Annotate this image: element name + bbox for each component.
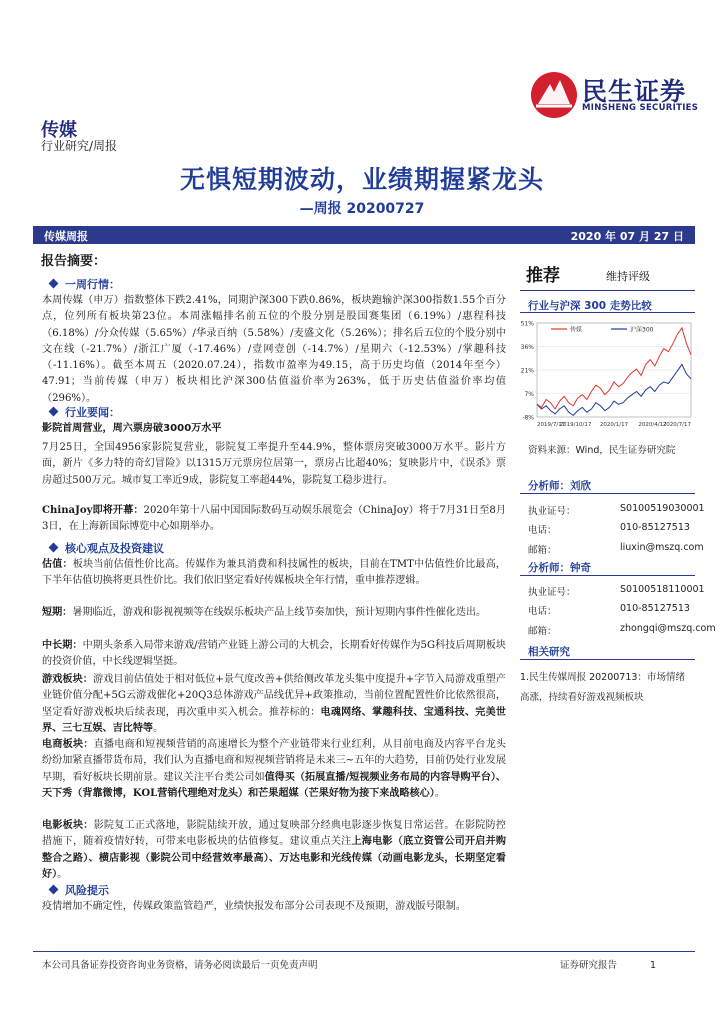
y-tick-label: 51%: [520, 320, 534, 328]
footer-disclaimer: 本公司具备证券投资咨询业务资格，请务必阅读最后一页免责声明: [42, 960, 318, 971]
analyst2-cert-label: 执业证号：: [528, 587, 576, 598]
analyst1-cert-label: 执业证号：: [528, 506, 576, 517]
x-tick-label: 2020/1/17: [599, 422, 629, 428]
analyst2-heading: 分析师：钟奇: [528, 562, 591, 574]
analyst1-cert: S0100519030001: [620, 503, 705, 514]
news-sub1-text: 7月25日，全国4956家影院复营业，影院复工率提升至44.9%，整体票房突破3000万水平。影片方面，新片《多力特的奇幻冒险》以1315万元票房位居第一，票房占比超40%；复映影片中，《误杀》票房超过500万元。城市复工率近9成，影院复工率超44%，影院复工稳步进行。: [42, 442, 506, 486]
risk-heading: 风险提示: [50, 882, 109, 898]
footer-report-label: 证券研究报告: [560, 960, 618, 971]
views-ecommerce: 电商板块：直播电商和短视频营销的高速增长为整个产业链带来行业红利，从目前电商及内容平台龙头纷纷加紧直播带货布局，我们认为直播电商和短视频营销将是未来三~五年的大趋势，目前仍处行业发展早期，看好板块长期前景。建议关注平台类公司如值得买（拓展直播/短视频业务布局的内容导购平台）、天下秀（背靠微博，KOL营销代理绝对龙头）和芒果超媒（芒果好物为接下来战略核心）。: [42, 739, 507, 799]
chart-source: 资料来源：Wind，民生证券研究院: [528, 445, 676, 456]
news-sub2: [42, 503, 506, 536]
y-tick-label: 7%: [524, 391, 534, 398]
footer-label: [560, 957, 656, 971]
related-report-link[interactable]: 1.民生传媒周报 20200713：市场情绪高涨，持续看好游戏视频板块: [520, 672, 685, 703]
x-tick-label: 2019/7/17: [537, 422, 566, 428]
analyst1-phone: 010-85127513: [620, 522, 690, 533]
report-date: 2020 年 07 月 27 日: [570, 230, 684, 243]
views-valuation: 估值：板块当前估值性价比高。传媒作为兼具消费和科技属性的板块，目前在TMT中估值性价比最高，下半年估值切换将更具性价比。我们依旧坚定看好传媒板块全年行情，重申推荐逻辑。: [42, 559, 506, 587]
weekly-heading: 一周行情：: [50, 276, 120, 292]
x-tick-label: 2019/10/17: [559, 422, 592, 428]
news-heading: 行业要闻：: [50, 404, 120, 420]
analyst1-email[interactable]: liuxin@mszq.com: [620, 542, 704, 553]
abstract-label: 报告摘要：: [41, 254, 107, 269]
legend-label: 传媒: [570, 326, 583, 334]
analyst1-heading: 分析师：刘欣: [528, 480, 591, 492]
divider: [520, 493, 695, 494]
series-line-0: [537, 328, 691, 409]
analyst2-phone: 010-85127513: [620, 603, 690, 614]
weekly-text: 本周传媒（申万）指数整体下跌2.41%，同期沪深300下跌0.86%，板块跑输沪深300指数1.55个百分点，位列所有板块第23位。本周涨幅排名前五位的个股分别是股国赛集团（6.19%）/惠程科技（6.18%）/分众传媒（5.65%）/华录百纳（5.58%）/麦盛文化（5.26%）；排名后五位的个股分别中文在线（-21.7%）/浙江广厦（-17.46%）/壹网壹创（-14.7%）/星期六（-12.53%）/掌趣科技（-11.16%）。截至本周五（2020.07.24），指数市盈率为49.15，高于历史均值（2014年至今）47.91；当前传媒（申万）板块相比沪深300估值溢价率为263%，低于历史估值溢价率均值（296%）。: [42, 295, 506, 404]
y-tick-label: 21%: [520, 367, 534, 375]
sector-label: 传媒: [41, 120, 77, 141]
diamond-bullet-icon: [49, 885, 59, 895]
views-heading: 核心观点及投资建议: [50, 540, 164, 556]
analyst1-phone-label: 电话：: [528, 525, 557, 536]
page-number: 1: [650, 960, 657, 971]
brand-name-cn: 民生证券: [582, 77, 687, 106]
news-sub2-text: 2020年第十八届中国国际数码互动娱乐展览会（ChinaJoy）将于7月31日至8月3日，在上海新国际博览中心如期举办。: [42, 505, 507, 533]
report-subtitle: —周报 20200727: [299, 201, 425, 217]
analyst2-phone-label: 电话：: [528, 606, 557, 617]
views-short-term: 短期：暑期临近，游戏和影视视频等在线娱乐板块产品上线节奏加快，预计短期内事件性催化迭出。: [42, 607, 487, 618]
divider: [520, 659, 695, 660]
trend-chart: [513, 313, 695, 431]
chart-heading: 行业与沪深 300 走势比较: [528, 300, 652, 312]
related-heading: 相关研究: [528, 646, 570, 658]
x-tick-label: 2020/4/17: [638, 422, 667, 428]
recommend-label: 推荐: [526, 266, 560, 286]
rating-label: 维持评级: [606, 270, 650, 283]
y-tick-label: -8%: [522, 414, 534, 422]
series-line-1: [537, 364, 691, 415]
news-sub1-title: 影院首周营业，周六票房破3000万水平: [42, 423, 222, 434]
legend-label: 沪深300: [630, 326, 654, 334]
report-title: 无惧短期波动，业绩期握紧龙头: [179, 165, 544, 194]
risk-text: 疫情增加不确定性，传媒政策监管趋严，业绩快报发布部分公司表现不及预期，游戏版号限制。: [42, 901, 466, 912]
analyst2-email-label: 邮箱：: [528, 626, 557, 637]
subsector-label: 行业研究/周报: [41, 139, 118, 153]
views-games: 游戏板块：游戏目前估值处于相对低位+景气度改善+供给侧改革龙头集中度提升+字节入局游戏重塑产业链价值分配+5G云游戏催化+20Q3总体游戏产品线优异+政策推动，当前位置配置性价比依然很高，坚定看好游戏板块后续表现，再次重申买入机会。推荐标的：电魂网络、掌趣科技、宝通科技、完美世界、三七互娱、吉比特等。: [42, 674, 507, 734]
report-type: 传媒周报: [44, 230, 88, 243]
news-sub2-title: ChinaJoy即将开幕：: [42, 505, 144, 516]
footer-divider: [33, 951, 695, 952]
diamond-bullet-icon: [49, 279, 59, 289]
analyst1-email-label: 邮箱：: [528, 545, 557, 556]
diamond-bullet-icon: [49, 543, 59, 553]
y-tick-label: 36%: [520, 344, 534, 351]
brand-name-en: MINSHENG SECURITIES: [582, 103, 699, 113]
analyst2-email[interactable]: zhongqi@mszq.com: [620, 623, 716, 634]
diamond-bullet-icon: [49, 407, 59, 417]
analyst2-cert: S0100518110001: [620, 584, 705, 595]
views-film: 电影板块：影院复工正式落地，影院陆续开放，通过复映部分经典电影逐步恢复日常运营。在影院防控措施下，随着疫情好转，可带来电影板块的估值修复。建议重点关注上海电影（底立资管公司开启并购整合之路）、横店影视（影院公司中经营效率最高）、万达电影和光线传媒（动画电影龙头，长期坚定看好）。: [42, 820, 507, 880]
views-long-term: 中长期：中期头条系入局带来游戏/营销产业链上游公司的大机会，长期看好传媒作为5G科技后周期板块的投资价值，中长线逻辑坚挺。: [42, 640, 507, 668]
x-tick-label: 2020/7/17: [662, 422, 691, 428]
divider: [520, 575, 695, 576]
